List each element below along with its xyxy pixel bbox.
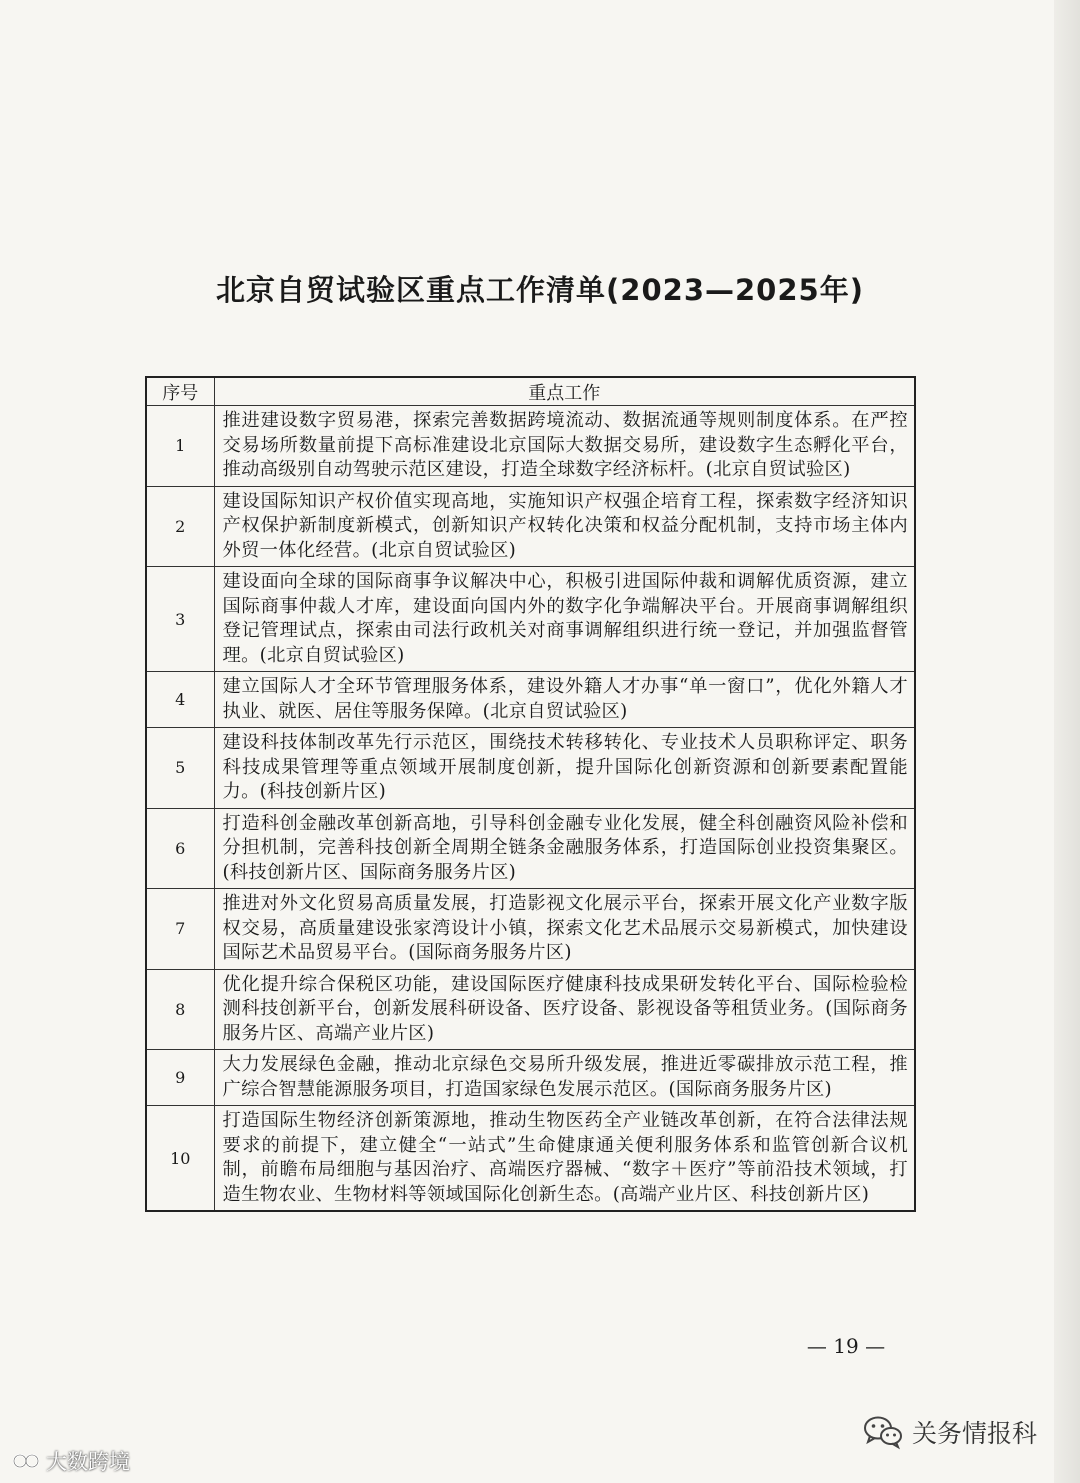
table-row <box>146 486 915 567</box>
table-row <box>146 672 915 728</box>
header-key-work: 重点工作 <box>214 377 915 406</box>
table-row <box>146 1050 915 1106</box>
document-title: 北京自贸试验区重点工作清单(2023—2025年) <box>216 273 864 307</box>
table-row <box>146 406 915 487</box>
page-number: — 19 — <box>806 1334 886 1358</box>
row-text: 推进建设数字贸易港，探索完善数据跨境流动、数据流通等规则制度体系。在严控交易场所数量前提下高标准建设北京国际大数据交易所，建设数字生态孵化平台，推动高级别自动驾驶示范区建设，打造全球数字经济标杆。(北京自贸试验区) <box>214 406 915 487</box>
row-number: 9 <box>146 1050 214 1106</box>
row-text: 打造国际生物经济创新策源地，推动生物医药全产业链改革创新，在符合法律法规要求的前提下，建立健全“一站式”生命健康通关便利服务体系和监管创新合议机制，前瞻布局细胞与基因治疗、高端医疗器械、“数字＋医疗”等前沿技术领域，打造生物农业、生物材料等领域国际化创新生态。(高端产业片区、科技创新片区) <box>214 1106 915 1212</box>
row-number: 6 <box>146 808 214 889</box>
row-text: 打造科创金融改革创新高地，引导科创金融专业化发展，健全科创融资风险补偿和分担机制，完善科技创新全周期全链条金融服务体系，打造国际创业投资集聚区。(科技创新片区、国际商务服务片区) <box>214 808 915 889</box>
watermark-right-text: 关务情报科 <box>912 1419 1038 1448</box>
table-row <box>146 969 915 1050</box>
row-number: 5 <box>146 728 214 809</box>
wechat-icon <box>862 1414 904 1450</box>
row-number: 2 <box>146 486 214 567</box>
row-text: 优化提升综合保税区功能，建设国际医疗健康科技成果研发转化平台、国际检验检测科技创新平台，创新发展科研设备、医疗设备、影视设备等租赁业务。(国际商务服务片区、高端产业片区) <box>214 969 915 1050</box>
page-edge-shadow <box>1054 0 1080 1483</box>
table-row <box>146 728 915 809</box>
row-number: 8 <box>146 969 214 1050</box>
row-number: 7 <box>146 889 214 970</box>
row-text: 建设面向全球的国际商事争议解决中心，积极引进国际仲裁和调解优质资源，建立国际商事仲裁人才库，建设面向国内外的数字化争端解决平台。开展商事调解组织登记管理试点，探索由司法行政机关对商事调解组织进行统一登记，并加强监督管理。(北京自贸试验区) <box>214 567 915 672</box>
row-text: 建设国际知识产权价值实现高地，实施知识产权强企培育工程，探索数字经济知识产权保护新制度新模式，创新知识产权转化决策和权益分配机制，支持市场主体内外贸一体化经营。(北京自贸试验区) <box>214 486 915 567</box>
row-number: 1 <box>146 406 214 487</box>
header-index: 序号 <box>146 377 214 406</box>
row-text: 推进对外文化贸易高质量发展，打造影视文化展示平台，探索开展文化产业数字版权交易，高质量建设张家湾设计小镇，探索文化艺术品展示交易新模式，加快建设国际艺术品贸易平台。(国际商务服务片区) <box>214 889 915 970</box>
table-row <box>146 567 915 672</box>
dashu-logo-icon <box>12 1449 42 1473</box>
table-header-row <box>146 377 915 406</box>
watermark-wechat <box>862 1414 1037 1450</box>
row-text: 建设科技体制改革先行示范区，围绕技术转移转化、专业技术人员职称评定、职务科技成果管理等重点领域开展制度创新，提升国际化创新资源和创新要素配置能力。(科技创新片区) <box>214 728 915 809</box>
row-number: 10 <box>146 1106 214 1212</box>
watermark-left-text: 大数跨境 <box>46 1450 130 1474</box>
row-text: 大力发展绿色金融，推动北京绿色交易所升级发展，推进近零碳排放示范工程，推广综合智慧能源服务项目，打造国家绿色发展示范区。(国际商务服务片区) <box>214 1050 915 1106</box>
row-number: 3 <box>146 567 214 672</box>
row-text: 建立国际人才全环节管理服务体系，建设外籍人才办事“单一窗口”，优化外籍人才执业、就医、居住等服务保障。(北京自贸试验区) <box>214 672 915 728</box>
table-row <box>146 1106 915 1212</box>
row-number: 4 <box>146 672 214 728</box>
work-list-table <box>145 376 916 1212</box>
watermark-dashu <box>12 1446 130 1476</box>
table-row <box>146 808 915 889</box>
table-row <box>146 889 915 970</box>
